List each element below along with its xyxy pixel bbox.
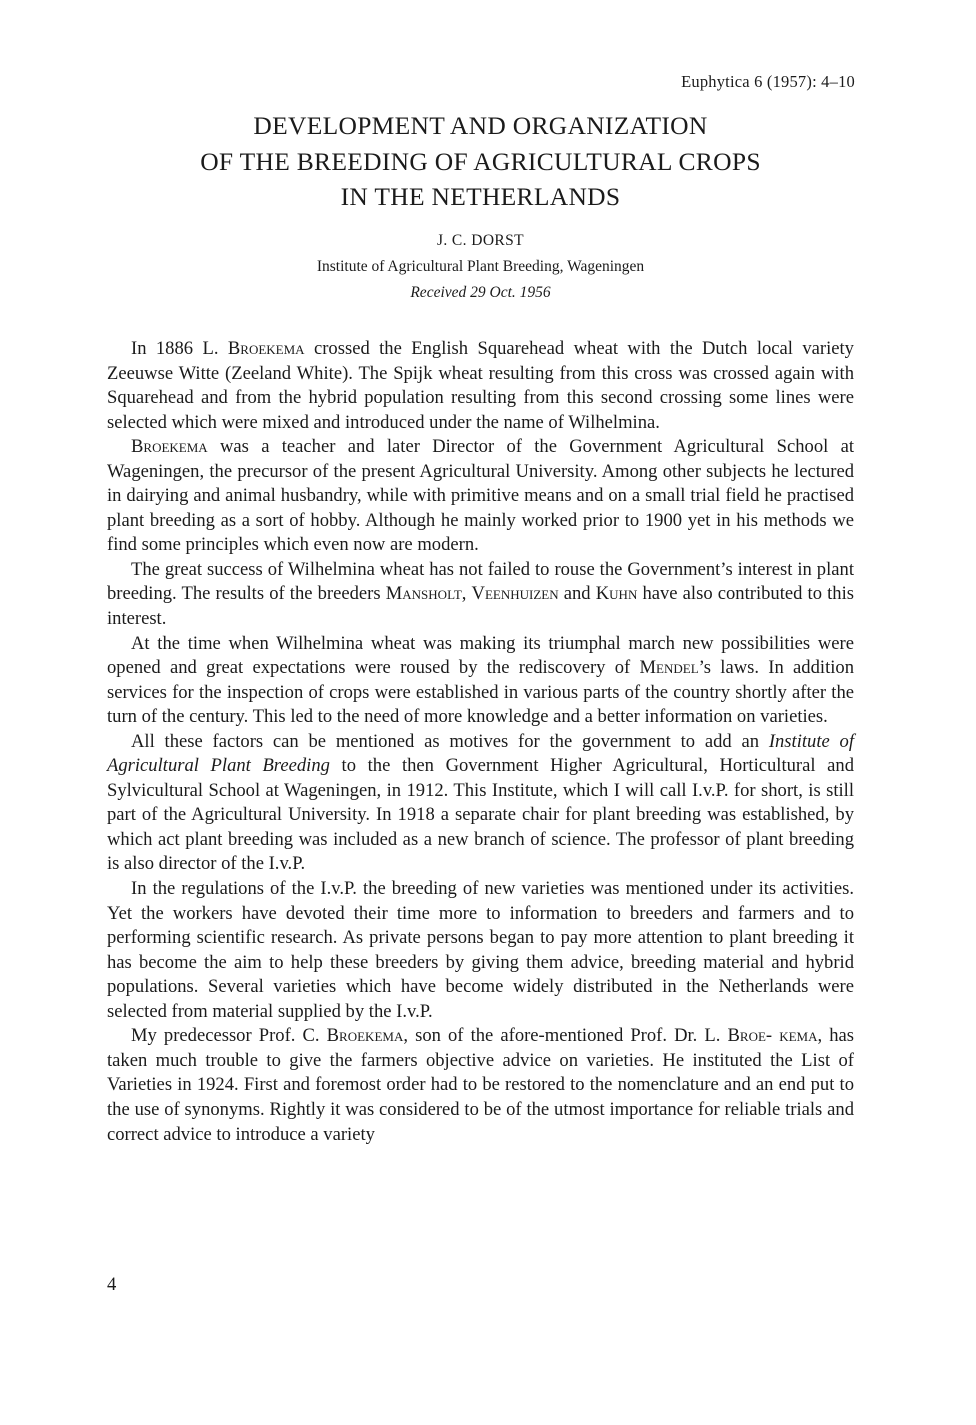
journal-reference: Euphytica 6 (1957): 4–10 xyxy=(681,72,855,91)
author-name-smallcaps: Broekema xyxy=(326,1025,404,1047)
author-name-smallcaps: Kuhn xyxy=(595,583,638,605)
title-line: DEVELOPMENT AND ORGANIZATION xyxy=(253,111,708,140)
text-run: The great success of Wilhelmina wheat has not failed to rouse the Government’s interest in plant breeding. The results of the breeders xyxy=(107,558,854,605)
text-run: All these factors can be mentioned as motives for the government to add an xyxy=(131,730,769,752)
author-name-smallcaps: Broekema xyxy=(131,436,208,458)
text-run: At the time when Wilhelmina wheat was making its triumphal march new possibilities were opened and great expectations were roused by the rediscovery of xyxy=(107,632,854,679)
text-run: In the regulations of the I.v.P. the breeding of new varieties was mentioned under its activities. Yet the workers have devoted their time more to information to breeders and farmers and to performing scientific research. As private persons began to pay more attention to plant breeding it has become the aim to help these breeders by giving them advice, breeding material and hybrid populations. Several varieties which have become widely distributed in the Netherlands were selected from material supplied by the I.v.P. xyxy=(107,878,854,1022)
paragraph xyxy=(107,877,854,1024)
title-line: IN THE NETHERLANDS xyxy=(340,182,621,211)
author-name-smallcaps: Mansholt xyxy=(385,583,462,605)
text-run: , xyxy=(461,583,472,605)
paragraph xyxy=(107,1024,854,1147)
title-line: OF THE BREEDING OF AGRICULTURAL CROPS xyxy=(200,146,761,176)
text-run: In 1886 L. xyxy=(131,338,228,359)
text-run: to the then Government Higher Agricultural, Horticultural and Sylvicultural School at Wageningen, in 1912. This Institute, which I will call I.v.P. for short, is still part of the Agricultural University. In 1918 a separate chair for plant breeding was established, by which act plant breeding was included as a new branch of science. The professor of plant breeding is also director of the I.v.P. xyxy=(107,755,854,875)
text-run: , has taken much trouble to give the farmers objective advice on varieties. He instituted the List of Varieties in 1924. First and foremost order had to be restored to the nomenclature and an end put to the use of synonyms. Rightly it was considered to be of the utmost importance for reliable trials and correct advice to introduce a variety xyxy=(107,1025,854,1145)
article-body xyxy=(107,337,854,1147)
author-name-smallcaps: kema xyxy=(779,1025,818,1047)
text-run: ’s laws. In addition services for the inspection of crops were established in various parts of the country shortly after the turn of the century. This led to the need of more knowledge and a better information on varieties. xyxy=(107,657,854,728)
paragraph xyxy=(107,632,854,730)
paragraph xyxy=(107,558,854,632)
author-name-smallcaps: Mendel xyxy=(639,657,699,679)
text-run: was a teacher and later Director of the Government Agricultural School at Wageningen, the precursor of the present Agricultural University. Among other subjects he lectured in dairying and animal husbandry, while with primitive means and on a small trial field he practised plant breeding as a sort of hobby. Although he mainly worked prior to 1900 yet in his methods we find some principles which even now are modern. xyxy=(107,436,854,556)
paragraph xyxy=(107,435,854,558)
text-run: My predecessor Prof. C. xyxy=(131,1025,327,1047)
received-date: Received 29 Oct. 1956 xyxy=(410,284,551,301)
text-run: crossed the English Squarehead wheat with the Dutch local variety Zeeuwse Witte (Zeeland White). The Spijk wheat resulting from this cross was crossed again with Squarehead and from the hybrid population resulting from this second crossing some lines were selected which were mixed and introduced under the name of Wilhelmina. xyxy=(107,338,854,433)
paragraph xyxy=(107,337,854,435)
article-title xyxy=(107,108,854,215)
text-run: have also contributed to this interest. xyxy=(107,583,855,630)
author-name: J. C. DORST xyxy=(436,232,525,249)
paragraph xyxy=(107,730,854,877)
text-run: and xyxy=(558,583,596,605)
institute-name-italic: Institute of Agricultural Plant Breeding xyxy=(107,730,854,777)
author-name-smallcaps: Veenhuizen xyxy=(471,583,559,605)
text-run: , son of the afore-mentioned Prof. Dr. L. xyxy=(403,1025,728,1047)
page-number: 4 xyxy=(107,1274,117,1295)
author-affiliation: Institute of Agricultural Plant Breeding, Wageningen xyxy=(316,258,645,275)
author-name-smallcaps: Broekema xyxy=(227,338,305,359)
author-name-smallcaps: Broe- xyxy=(727,1025,773,1047)
